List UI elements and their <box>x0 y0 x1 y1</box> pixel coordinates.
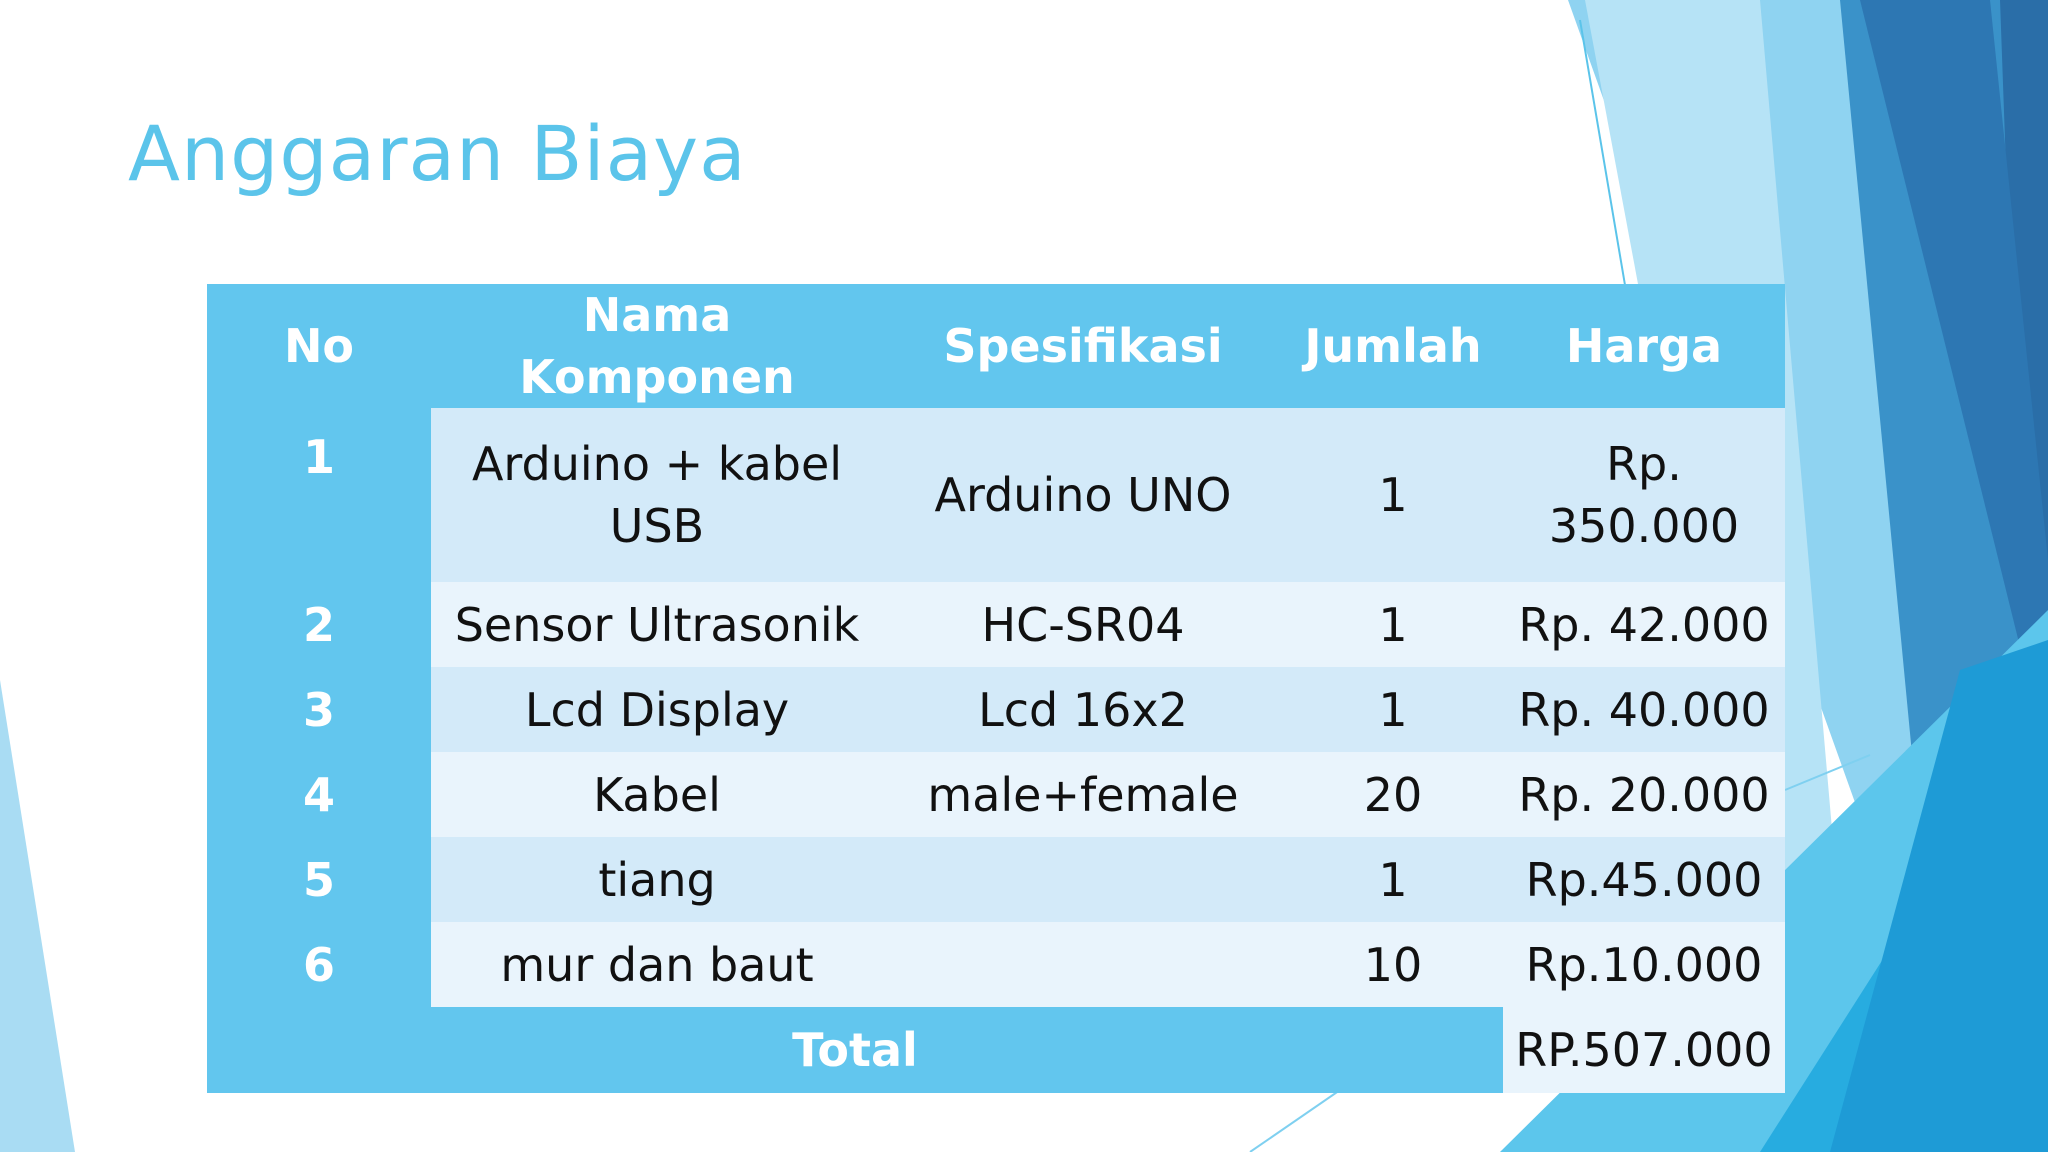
table-row <box>207 922 1785 1007</box>
cell-price: Rp. 42.000 <box>1503 582 1785 667</box>
cell-spec <box>883 922 1283 1007</box>
cell-name: Arduino + kabel USB <box>431 408 883 582</box>
table-header <box>207 284 1785 408</box>
cell-no: 3 <box>207 667 431 752</box>
total-label: Total <box>207 1007 1503 1093</box>
header-row <box>207 284 1785 408</box>
cell-name: mur dan baut <box>431 922 883 1007</box>
cell-qty: 1 <box>1283 667 1503 752</box>
cell-name: Kabel <box>431 752 883 837</box>
cell-no: 4 <box>207 752 431 837</box>
cell-name: Lcd Display <box>431 667 883 752</box>
cell-no: 2 <box>207 582 431 667</box>
cell-price: Rp. 20.000 <box>1503 752 1785 837</box>
cell-no: 5 <box>207 837 431 922</box>
cell-spec <box>883 837 1283 922</box>
cell-spec: Arduino UNO <box>883 408 1283 582</box>
slide-title: Anggaran Biaya <box>128 109 747 198</box>
table-row <box>207 837 1785 922</box>
left-edge-shape <box>0 680 75 1152</box>
cell-spec: male+female <box>883 752 1283 837</box>
cell-spec: HC-SR04 <box>883 582 1283 667</box>
cell-name: Sensor Ultrasonik <box>431 582 883 667</box>
cell-no: 6 <box>207 922 431 1007</box>
cell-spec: Lcd 16x2 <box>883 667 1283 752</box>
cell-qty: 1 <box>1283 582 1503 667</box>
cell-qty: 20 <box>1283 752 1503 837</box>
cell-no: 1 <box>207 408 431 582</box>
header-price: Harga <box>1503 284 1785 408</box>
cell-qty: 1 <box>1283 408 1503 582</box>
cell-price: Rp.10.000 <box>1503 922 1785 1007</box>
cell-price: Rp. 350.000 <box>1503 408 1785 582</box>
table-body <box>207 408 1785 1093</box>
cell-qty: 1 <box>1283 837 1503 922</box>
header-name: Nama Komponen <box>431 284 883 408</box>
header-no: No <box>207 284 431 408</box>
cell-name: tiang <box>431 837 883 922</box>
cell-price: Rp.45.000 <box>1503 837 1785 922</box>
total-row <box>207 1007 1785 1093</box>
table-row <box>207 408 1785 582</box>
cell-qty: 10 <box>1283 922 1503 1007</box>
budget-table <box>207 284 1785 1093</box>
header-qty: Jumlah <box>1283 284 1503 408</box>
cell-price: Rp. 40.000 <box>1503 667 1785 752</box>
total-value: RP.507.000 <box>1503 1007 1785 1093</box>
table-row <box>207 582 1785 667</box>
header-spec: Spesifikasi <box>883 284 1283 408</box>
table-row <box>207 667 1785 752</box>
table-row <box>207 752 1785 837</box>
